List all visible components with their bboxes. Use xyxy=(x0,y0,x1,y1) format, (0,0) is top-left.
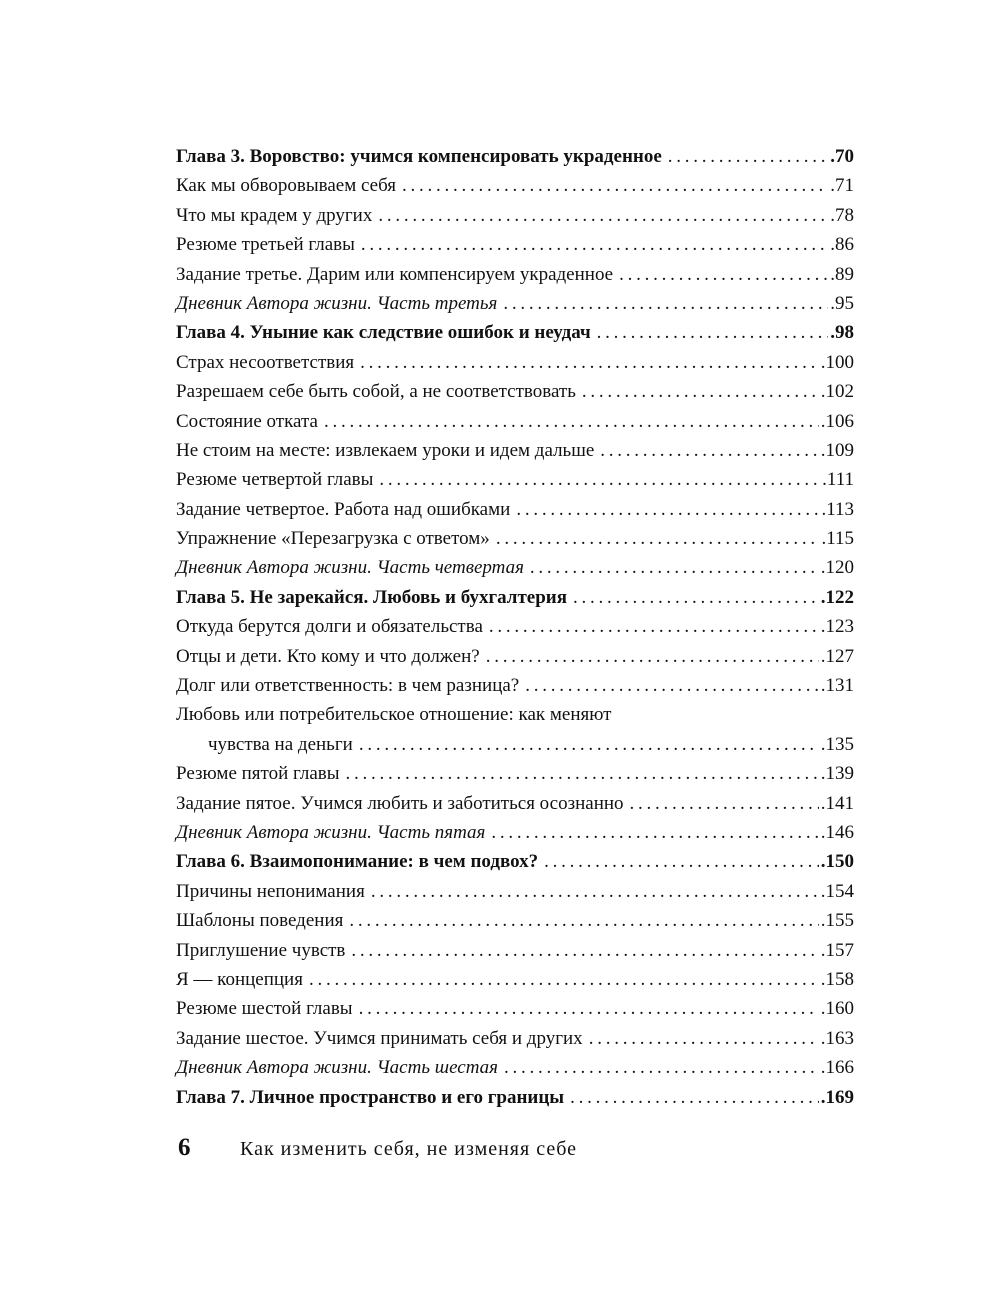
toc-entry-page: .123 xyxy=(820,616,854,638)
dot-leader xyxy=(371,877,819,906)
toc-entry xyxy=(176,906,854,935)
toc-entry-title: Задание пятое. Учимся любить и заботиться осознанно xyxy=(176,792,624,814)
toc-entry-page: .141 xyxy=(820,792,854,814)
toc-entry-page: .127 xyxy=(820,645,854,667)
toc-entry xyxy=(176,994,854,1023)
toc-entry xyxy=(176,730,854,759)
toc-entry-title: Отцы и дети. Кто кому и что должен? xyxy=(176,645,480,667)
dot-leader xyxy=(582,377,819,406)
dot-leader xyxy=(573,583,819,612)
dot-leader xyxy=(600,436,818,465)
toc-entry-title: Долг или ответственность: в чем разница? xyxy=(176,675,520,697)
toc-entry-title: Задание шестое. Учимся принимать себя и других xyxy=(176,1027,583,1049)
toc-entry-title: Глава 5. Не зарекайся. Любовь и бухгалтерия xyxy=(176,586,568,608)
toc-entry-page: .98 xyxy=(830,322,854,344)
toc-entry-page: .78 xyxy=(830,204,854,226)
toc-entry xyxy=(176,818,854,847)
toc-entry xyxy=(176,936,854,965)
toc-entry xyxy=(176,465,854,494)
toc-entry xyxy=(176,1024,854,1053)
toc-entry-page: .102 xyxy=(820,381,854,403)
toc-entry-page: .89 xyxy=(830,263,854,285)
toc-entry xyxy=(176,201,854,230)
toc-entry-page: .131 xyxy=(820,675,854,697)
dot-leader xyxy=(668,142,828,171)
toc-entry-page: .154 xyxy=(820,880,854,902)
toc-entry-title: Дневник Автора жизни. Часть пятая xyxy=(176,821,486,843)
dot-leader xyxy=(544,847,819,876)
dot-leader xyxy=(597,318,829,347)
dot-leader xyxy=(486,642,819,671)
toc-entry-title: Резюме третьей главы xyxy=(176,234,355,256)
toc-entry-title: Страх несоответствия xyxy=(176,351,355,373)
dot-leader xyxy=(491,818,818,847)
dot-leader xyxy=(359,730,819,759)
toc-entry-title: Что мы крадем у других xyxy=(176,204,373,226)
dot-leader xyxy=(503,289,828,318)
toc-entry xyxy=(176,289,854,318)
toc-entry-title: Дневник Автора жизни. Часть четвертая xyxy=(176,557,524,579)
toc-entry-title: чувства на деньги xyxy=(208,733,353,755)
toc-entry-page: .122 xyxy=(820,586,854,608)
toc-entry xyxy=(176,407,854,436)
toc-entry-title: Задание третье. Дарим или компенсируем украденное xyxy=(176,263,614,285)
toc-entry-title: Резюме шестой главы xyxy=(176,998,353,1020)
toc-entry-page: .111 xyxy=(822,469,854,491)
toc-entry-title: Шаблоны поведения xyxy=(176,910,344,932)
dot-leader xyxy=(351,936,818,965)
dot-leader xyxy=(504,1053,819,1082)
dot-leader xyxy=(516,495,819,524)
toc-entry xyxy=(176,553,854,582)
toc-entry-page: .86 xyxy=(830,234,854,256)
toc-entry-page: .166 xyxy=(820,1057,854,1079)
toc-entry-page: .70 xyxy=(830,146,854,167)
toc-entry-title: Как мы обворовываем себя xyxy=(176,175,397,197)
dot-leader xyxy=(570,1083,819,1112)
toc-entry xyxy=(176,1053,854,1082)
dot-leader xyxy=(379,465,820,494)
toc-entry-title: Резюме пятой главы xyxy=(176,763,340,785)
dot-leader xyxy=(324,407,819,436)
toc-entry-title: Дневник Автора жизни. Часть третья xyxy=(176,292,498,314)
toc-entry-page: .139 xyxy=(820,763,854,785)
dot-leader xyxy=(525,671,819,700)
dot-leader xyxy=(619,260,828,289)
toc-entry-page: .100 xyxy=(820,351,854,373)
toc-entry xyxy=(176,700,854,729)
page-footer xyxy=(178,1134,577,1162)
toc-entry-title: Разрешаем себе быть собой, а не соответствовать xyxy=(176,381,576,403)
toc-entry xyxy=(176,377,854,406)
toc-entry-page: .160 xyxy=(820,998,854,1020)
toc-entry xyxy=(176,671,854,700)
toc-entry-page: .120 xyxy=(820,557,854,579)
toc-entry-title: Упражнение «Перезагрузка с ответом» xyxy=(176,528,490,550)
toc-entry-title: Глава 6. Взаимопонимание: в чем подвох? xyxy=(176,851,539,873)
toc-entry-title: Откуда берутся долги и обязательства xyxy=(176,616,483,638)
toc-entry-page: .150 xyxy=(820,851,854,873)
toc-entry xyxy=(176,230,854,259)
dot-leader xyxy=(346,759,819,788)
toc-entry-title: Я — концепция xyxy=(176,968,303,990)
toc-entry xyxy=(176,759,854,788)
toc-entry-page: .155 xyxy=(820,910,854,932)
toc-entry xyxy=(176,877,854,906)
toc-entry-page: .95 xyxy=(830,292,854,314)
table-of-contents xyxy=(176,142,854,1112)
toc-chapter-entry xyxy=(176,583,854,612)
dot-leader xyxy=(630,789,819,818)
toc-entry-title: Глава 4. Уныние как следствие ошибок и неудач xyxy=(176,322,591,344)
toc-entry-title: Задание четвертое. Работа над ошибками xyxy=(176,498,511,520)
toc-entry-page: .109 xyxy=(820,439,854,461)
toc-entry-page: .135 xyxy=(820,733,854,755)
page-number: 6 xyxy=(178,1134,192,1161)
toc-entry xyxy=(176,524,854,553)
toc-entry-page: .169 xyxy=(820,1086,854,1108)
toc-entry xyxy=(176,642,854,671)
dot-leader xyxy=(489,612,819,641)
toc-chapter-entry xyxy=(176,142,854,171)
toc-entry-title: Причины непонимания xyxy=(176,880,365,902)
toc-entry-page: .113 xyxy=(821,498,854,520)
dot-leader xyxy=(589,1024,819,1053)
toc-entry-page: .158 xyxy=(820,968,854,990)
toc-chapter-entry xyxy=(176,318,854,347)
dot-leader xyxy=(349,906,818,935)
toc-entry xyxy=(176,612,854,641)
toc-entry-title: Состояние отката xyxy=(176,410,318,432)
dot-leader xyxy=(530,553,819,582)
toc-entry-title: Приглушение чувств xyxy=(176,939,346,961)
toc-entry-title: Глава 3. Воровство: учимся компенсировать украденное xyxy=(176,146,662,167)
dot-leader xyxy=(378,201,828,230)
toc-entry xyxy=(176,260,854,289)
toc-entry-title: Глава 7. Личное пространство и его границы xyxy=(176,1086,565,1108)
dot-leader xyxy=(496,524,820,553)
toc-entry-title: Резюме четвертой главы xyxy=(176,469,374,491)
toc-entry xyxy=(176,965,854,994)
toc-entry-page: .115 xyxy=(821,528,854,550)
toc-entry-page: .163 xyxy=(820,1027,854,1049)
toc-entry xyxy=(176,436,854,465)
toc-entry-title: Не стоим на месте: извлекаем уроки и идем дальше xyxy=(176,439,595,461)
toc-entry xyxy=(176,789,854,818)
dot-leader xyxy=(309,965,819,994)
toc-entry-page: .157 xyxy=(820,939,854,961)
toc-entry xyxy=(176,348,854,377)
toc-entry-title: Дневник Автора жизни. Часть шестая xyxy=(176,1057,498,1079)
dot-leader xyxy=(361,230,828,259)
dot-leader xyxy=(360,348,819,377)
dot-leader xyxy=(359,994,819,1023)
toc-chapter-entry xyxy=(176,847,854,876)
toc-entry xyxy=(176,171,854,200)
toc-chapter-entry xyxy=(176,1083,854,1112)
toc-entry-page: .71 xyxy=(830,175,854,197)
toc-entry-title: Любовь или потребительское отношение: как меняют xyxy=(176,704,612,726)
dot-leader xyxy=(402,171,828,200)
toc-entry-page: .146 xyxy=(820,821,854,843)
toc-entry xyxy=(176,495,854,524)
toc-entry-page: .106 xyxy=(820,410,854,432)
running-title: Как изменить себя, не изменяя себе xyxy=(240,1138,577,1160)
